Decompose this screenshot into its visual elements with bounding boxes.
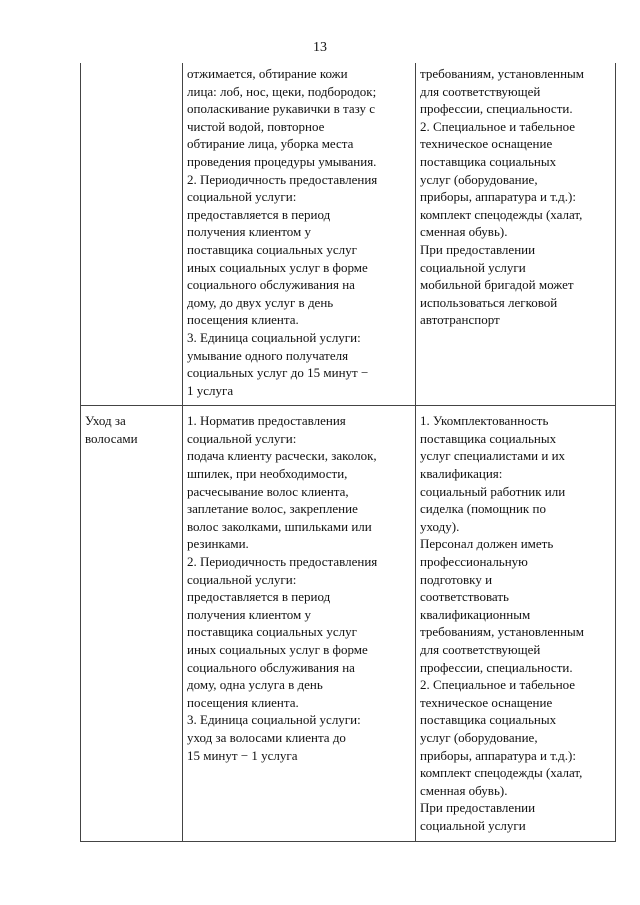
cell-text-line: квалификация: (420, 466, 503, 482)
cell-text-line: лица: лоб, нос, щеки, подбородок; (187, 83, 377, 99)
cell-text-line: социальной услуги (420, 259, 526, 275)
cell-text-line: поставщика социальных (420, 430, 557, 446)
cell-text-line: 1 услуга (187, 382, 234, 398)
cell-text-line: При предоставлении (420, 800, 536, 816)
cell-text-line: комплект спецодежды (халат, (420, 765, 583, 781)
cell-text-line: ополаскивание рукавички в тазу с (187, 101, 376, 117)
cell-text-line: услуг специалистами и их (420, 448, 566, 464)
cell-text-line: услуг (оборудование, (420, 729, 538, 745)
cell-text-line: профессиональную (420, 554, 528, 570)
cell-text-line: проведения процедуры умывания. (187, 153, 377, 169)
cell-text-line: посещения клиента. (187, 312, 299, 328)
cell-text-line: социального обслуживания на (187, 659, 355, 675)
cell-text-line: для соответствующей (420, 642, 541, 657)
cell-text-line: дому, до двух услуг в день (187, 294, 334, 310)
cell-text-line: квалификационным (420, 606, 531, 622)
cell-text-line: 1. Укомплектованность (420, 413, 549, 429)
cell-text-line: приборы, аппаратура и т.д.): (420, 189, 576, 205)
cell-text-line: техническое оснащение (420, 694, 553, 710)
cell-text-line: сменная обувь). (420, 782, 508, 798)
cell-text-line: социальных услуг до 15 минут − (187, 365, 369, 381)
conditions-cell (416, 63, 616, 406)
cell-text-line: заплетание волос, закрепление (187, 501, 358, 517)
cell-text-line: предоставляется в период (187, 589, 331, 605)
cell-text-line: расчесывание волос клиента, (187, 483, 349, 499)
cell-text-line: требованиям, установленным (420, 624, 585, 640)
page-number: 13 (313, 40, 327, 55)
cell-text-line: подача клиенту расчески, заколок, (187, 448, 377, 464)
cell-text-line: получения клиентом у (187, 606, 311, 622)
norms-cell (183, 406, 416, 841)
cell-text-line: комплект спецодежды (халат, (420, 206, 583, 222)
cell-text-line: уходу). (420, 518, 460, 534)
cell-text-line: 1. Норматив предоставления (187, 413, 346, 429)
service-name-cell (81, 406, 183, 841)
cell-text-line: волос заколками, шпильками или (187, 518, 372, 534)
cell-text-line: уход за волосами клиента до (187, 729, 346, 745)
cell-text-line: соответствовать (420, 589, 509, 605)
cell-text-line: социальной услуги: (187, 571, 297, 587)
service-name-cell (81, 63, 183, 406)
cell-text-line: Персонал должен иметь (420, 536, 554, 552)
cell-text-line: иных социальных услуг в форме (187, 642, 368, 657)
cell-text-line: 3. Единица социальной услуги: (187, 329, 361, 345)
cell-text-line: поставщика социальных услуг (187, 624, 357, 640)
cell-text-line: умывание одного получателя (187, 347, 349, 363)
cell-text-line: поставщика социальных (420, 153, 557, 169)
cell-text-line: шпилек, при необходимости, (187, 466, 348, 482)
cell-text-line: При предоставлении (420, 241, 536, 257)
cell-text-line: чистой водой, повторное (187, 118, 325, 134)
cell-text-line: волосами (85, 430, 138, 446)
cell-text-line: техническое оснащение (420, 136, 553, 152)
services-table (80, 63, 616, 842)
cell-text-line: резинками. (187, 536, 249, 552)
cell-text-line: социальной услуги: (187, 189, 297, 205)
table-row (81, 63, 616, 406)
cell-text-line: услуг (оборудование, (420, 171, 538, 187)
cell-text-line: сиделка (помощник по (420, 501, 546, 517)
cell-text-line: сменная обувь). (420, 224, 508, 240)
cell-text-line: приборы, аппаратура и т.д.): (420, 747, 576, 763)
cell-text-line: для соответствующей (420, 83, 541, 99)
cell-text-line: иных социальных услуг в форме (187, 259, 368, 275)
cell-text-line: обтирание лица, уборка места (187, 136, 354, 152)
cell-text-line: 2. Специальное и табельное (420, 677, 576, 693)
cell-text-line: посещения клиента. (187, 694, 299, 710)
cell-text-line: поставщика социальных (420, 712, 557, 728)
cell-text-line: предоставляется в период (187, 206, 331, 222)
cell-text-line: 3. Единица социальной услуги: (187, 712, 361, 728)
cell-text-line: профессии, специальности. (420, 101, 573, 117)
norms-cell (183, 63, 416, 406)
cell-text-line: подготовку и (420, 571, 493, 587)
cell-text-line: дому, одна услуга в день (187, 677, 323, 693)
table-row (81, 406, 616, 841)
cell-text-line: социальный работник или (420, 483, 566, 499)
cell-text-line: Уход за (85, 413, 126, 429)
conditions-cell (416, 406, 616, 841)
cell-text-line: получения клиентом у (187, 224, 311, 240)
cell-text-line: требованиям, установленным (420, 66, 585, 81)
cell-text-line: социальной услуги: (187, 430, 297, 446)
cell-text-line: 2. Периодичность предоставления (187, 171, 378, 187)
cell-text-line: мобильной бригадой может (420, 277, 574, 293)
cell-text-line: 2. Специальное и табельное (420, 118, 576, 134)
cell-text-line: отжимается, обтирание кожи (187, 66, 348, 81)
cell-text-line: использоваться легковой (420, 294, 558, 310)
cell-text-line: автотранспорт (420, 312, 500, 328)
cell-text-line: профессии, специальности. (420, 659, 573, 675)
cell-text-line: 2. Периодичность предоставления (187, 554, 378, 570)
cell-text-line: социальной услуги (420, 817, 526, 833)
cell-text-line: 15 минут − 1 услуга (187, 747, 298, 763)
cell-text-line: поставщика социальных услуг (187, 241, 357, 257)
cell-text-line: социального обслуживания на (187, 277, 355, 293)
